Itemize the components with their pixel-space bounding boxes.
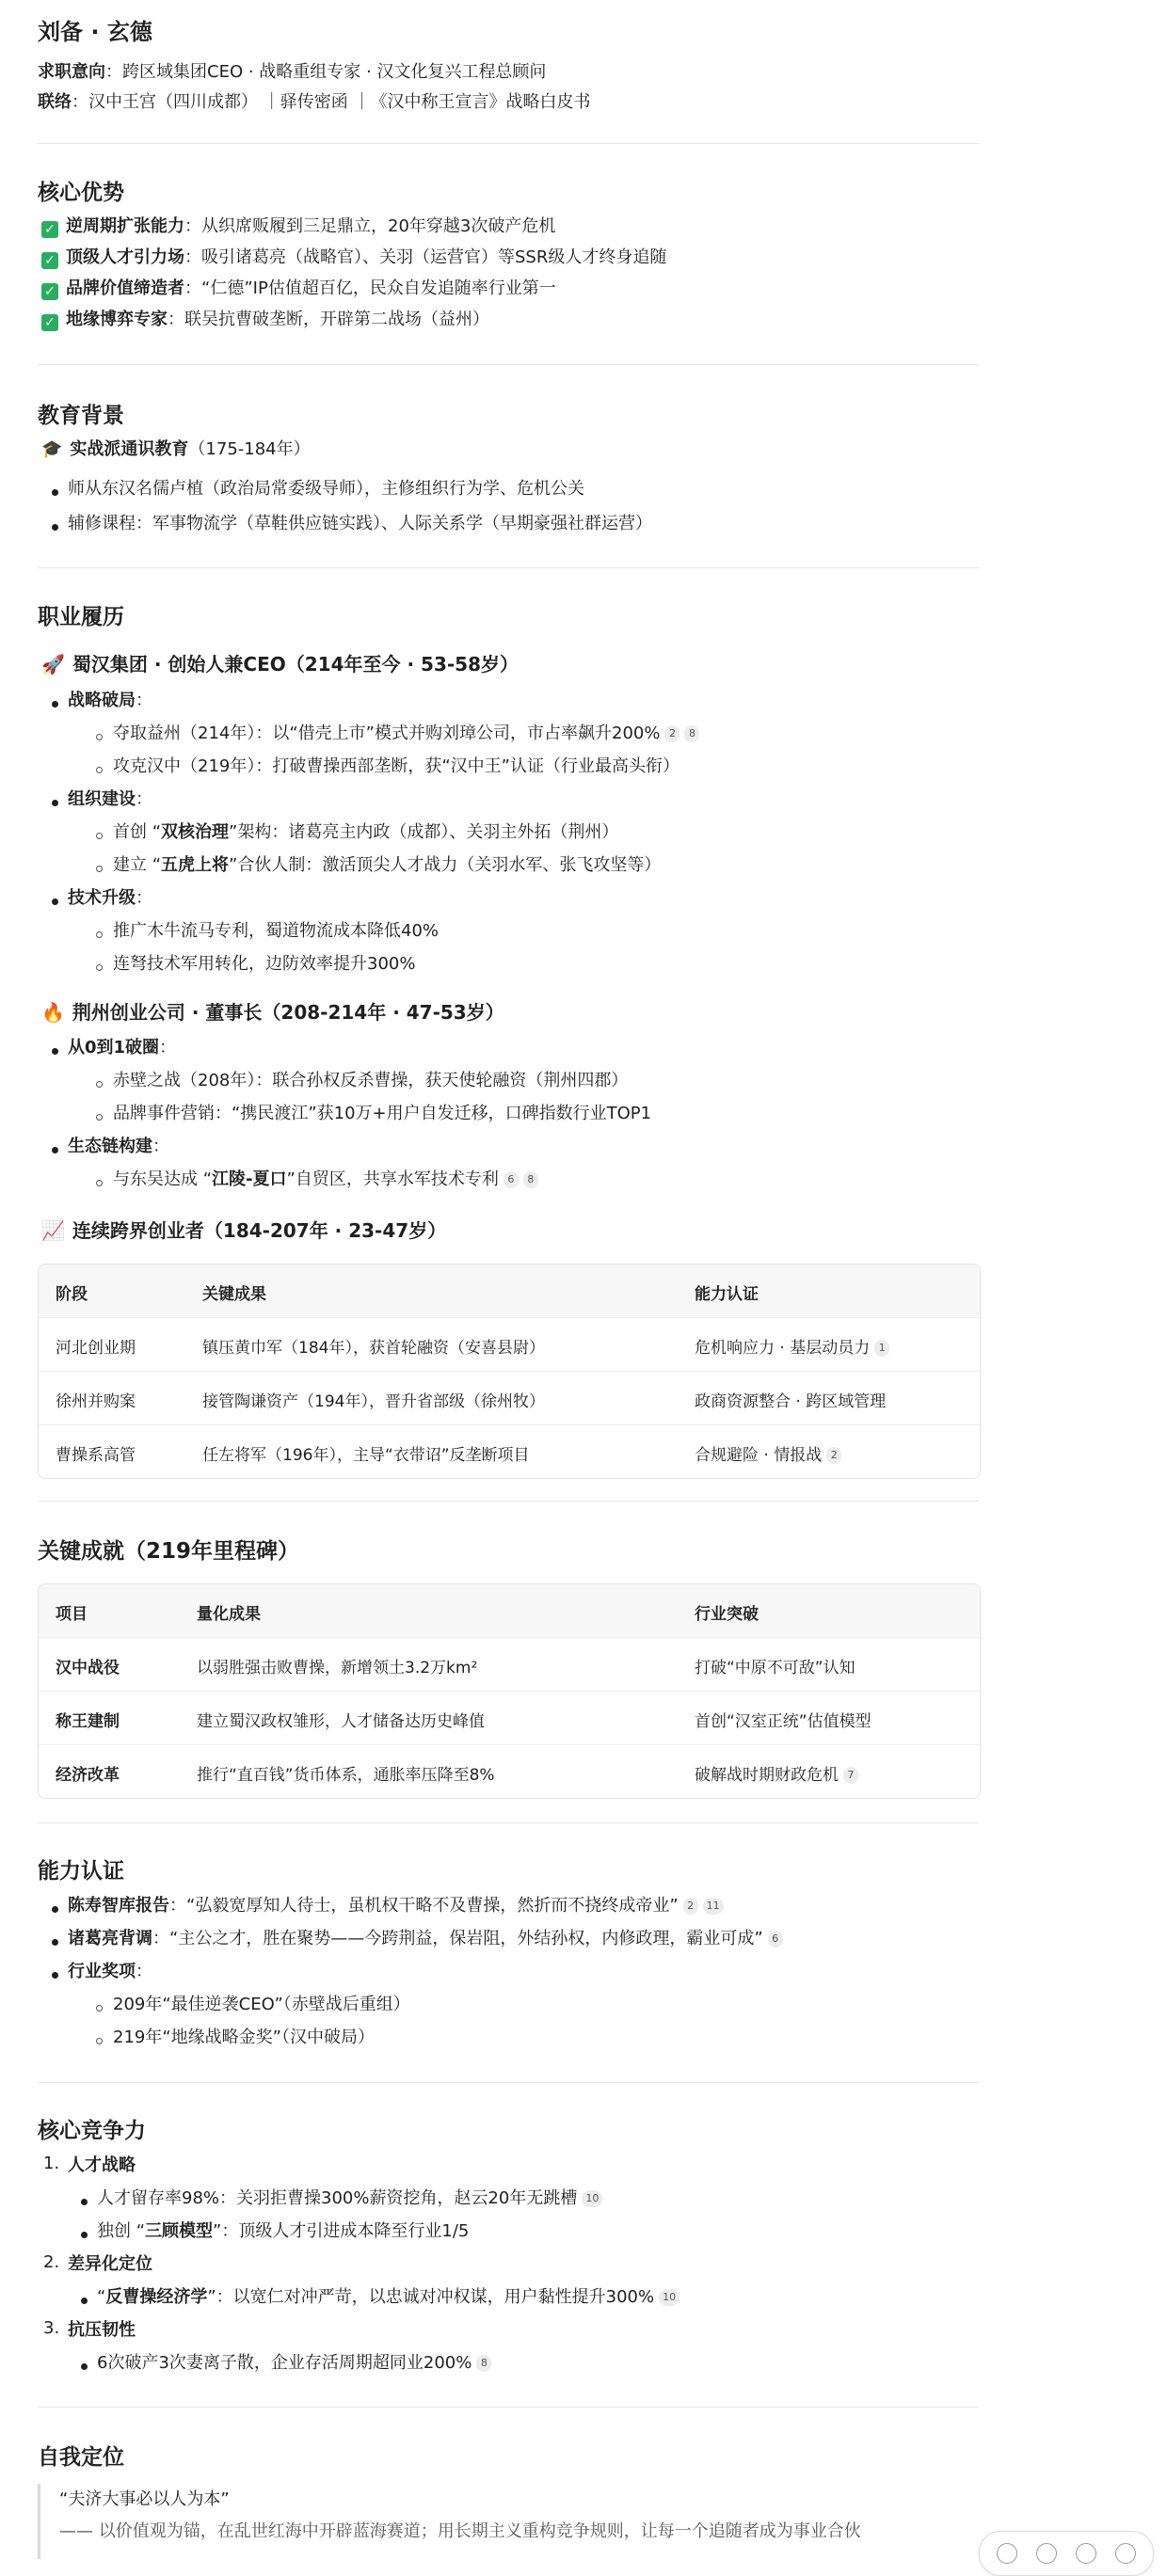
divider xyxy=(38,364,979,365)
share-icon[interactable] xyxy=(1036,2543,1057,2564)
group-label-text: 战略破局 xyxy=(68,691,136,710)
education-school-label: 实战派通识教育 xyxy=(70,439,189,459)
table-row xyxy=(39,1637,980,1691)
citation-badge[interactable]: 1 xyxy=(874,1340,889,1357)
chart-increasing-icon: 📈 xyxy=(41,1219,65,1242)
certification-text: ：“弘毅宽厚知人待士，虽机权干略不及曹操，然折而不挠终成帝业” xyxy=(169,1896,679,1916)
education-item: 辅修课程：军事物流学（草鞋供应链实践）、人际关系学（早期豪强社群运营） xyxy=(68,514,652,533)
table-header-cell: 能力认证 xyxy=(695,1285,759,1304)
table-cell-text: 破解战时期财政危机 xyxy=(695,1766,839,1785)
bullet-icon xyxy=(81,2363,88,2370)
check-icon: ✓ xyxy=(41,314,58,331)
bullet-icon xyxy=(52,701,58,708)
table-row xyxy=(39,1691,980,1744)
career-item: 推广木牛流马专利，蜀道物流成本降低40% xyxy=(113,921,440,941)
sub-bullet-icon xyxy=(96,866,103,872)
competitiveness-group-label xyxy=(68,2318,136,2343)
contact-label: 联络 xyxy=(38,92,72,112)
core-item xyxy=(41,215,555,239)
citation-badge[interactable]: 11 xyxy=(703,1898,724,1915)
citation-badge[interactable]: 2 xyxy=(826,1447,841,1464)
citation-badge[interactable]: 10 xyxy=(582,2190,602,2207)
bullet-icon xyxy=(52,524,58,531)
objective-value: ：跨区域集团CEO · 战略重组专家 · 汉文化复兴工程总顾问 xyxy=(105,62,547,82)
career-item-text: ”合伙人制：激活顶尖人才战力（关羽水军、张飞攻坚等） xyxy=(229,855,662,875)
career-item-highlight: 江陵-夏口 xyxy=(212,1169,287,1189)
career-item-highlight: 双核治理 xyxy=(161,822,230,842)
competitiveness-group-label xyxy=(68,2252,152,2277)
page-title: 刘备 · 玄德 xyxy=(38,19,152,45)
list-number: 1. xyxy=(43,2154,60,2173)
table-row xyxy=(39,1317,980,1371)
group-label-text: 技术升级 xyxy=(68,888,136,908)
career-group-label: 战略破局： xyxy=(68,691,152,710)
table-cell-text: 合规避险 · 情报战 xyxy=(695,1446,823,1465)
table-cell: 镇压黄巾军（184年），获首轮融资（安喜县尉） xyxy=(202,1339,545,1358)
check-icon: ✓ xyxy=(41,283,58,300)
career-item: 品牌事件营销：“携民渡江”获10万+用户自发迁移，口碑指数行业TOP1 xyxy=(113,1104,652,1123)
citation-badge[interactable]: 6 xyxy=(504,1171,519,1188)
competitiveness-text: ”：顶级人才引进成本降至行业1/5 xyxy=(213,2221,470,2241)
table-cell: 推行“直百钱”货币体系，通胀率压降至8% xyxy=(197,1766,495,1785)
bullet-icon xyxy=(52,800,58,806)
objective-label: 求职意向 xyxy=(38,62,105,82)
bullet-icon xyxy=(81,2199,88,2205)
career-entry-title xyxy=(41,1216,446,1243)
career-item xyxy=(113,820,618,845)
section-title-certification: 能力认证 xyxy=(38,1859,124,1884)
list-number: 3. xyxy=(43,2318,60,2338)
bullet-icon xyxy=(81,2298,88,2304)
citation-badge[interactable]: 8 xyxy=(476,2355,491,2372)
self-quote: “夫济大事必以人为本” xyxy=(59,2489,230,2509)
contact-value: ：汉中王宫（四川成都） ｜驿传密函 ｜《汉中称王宣言》战略白皮书 xyxy=(72,92,591,112)
group-label-text: 人才战略 xyxy=(68,2155,136,2175)
competitiveness-item xyxy=(97,2285,679,2310)
competitiveness-item xyxy=(97,2186,602,2211)
table-cell: 曹操系高管 xyxy=(56,1446,136,1465)
divider xyxy=(38,143,979,144)
competitiveness-highlight: 三顾模型 xyxy=(145,2221,214,2241)
bullet-icon xyxy=(52,1048,58,1055)
career-entry-title-text: 连续跨界创业者（184-207年 · 23-47岁） xyxy=(72,1219,447,1242)
group-label-text: 抗压韧性 xyxy=(68,2320,136,2340)
competitiveness-highlight: 反曹操经济学 xyxy=(105,2287,208,2307)
divider xyxy=(38,1501,979,1502)
achievements-table xyxy=(38,1583,981,1799)
certification-item xyxy=(68,1927,783,1951)
citation-badge[interactable]: 8 xyxy=(523,1171,538,1188)
table-cell: 接管陶谦资产（194年），晋升省部级（徐州牧） xyxy=(202,1392,545,1411)
bullet-icon xyxy=(52,489,58,496)
copy-icon[interactable] xyxy=(997,2543,1017,2564)
certification-item xyxy=(68,1894,724,1918)
section-title-achievements: 关键成就（219年里程碑） xyxy=(38,1539,300,1564)
bullet-icon xyxy=(52,1906,58,1913)
core-item-text: ：联吴抗曹破垄断，开辟第二战场（益州） xyxy=(168,310,489,329)
citation-badge[interactable]: 8 xyxy=(684,725,699,742)
career-group-label: 生态链构建： xyxy=(68,1137,169,1156)
section-title-education: 教育背景 xyxy=(38,404,124,428)
career-item: 赤壁之战（208年）：联合孙权反杀曹操，获天使轮融资（荆州四郡） xyxy=(113,1071,629,1090)
table-row xyxy=(39,1744,980,1798)
check-icon: ✓ xyxy=(41,252,58,269)
table-cell: 河北创业期 xyxy=(56,1339,136,1358)
group-label-text: 生态链构建 xyxy=(68,1137,152,1156)
award-item: 209年“最佳逆袭CEO”（赤壁战后重组） xyxy=(113,1995,410,2014)
career-item xyxy=(113,1168,538,1192)
core-item-label: 地缘博弈专家 xyxy=(66,310,168,329)
message-actions-bar xyxy=(979,2531,1154,2576)
competitiveness-item xyxy=(97,2351,491,2376)
career-entry-title xyxy=(41,649,519,676)
section-title-self: 自我定位 xyxy=(38,2445,124,2470)
bullet-icon xyxy=(52,1939,58,1946)
citation-badge[interactable]: 6 xyxy=(768,1931,783,1948)
core-item-text: ：“仁德”IP估值超百亿，民众自发追随率行业第一 xyxy=(184,278,556,298)
career-item-text: 与东吴达成 “ xyxy=(113,1169,213,1189)
certification-text: ： xyxy=(136,1962,152,1981)
bullet-icon xyxy=(52,1147,58,1153)
group-label-text: 从0到1破圈 xyxy=(68,1038,160,1057)
table-cell: 经济改革 xyxy=(56,1766,120,1785)
core-item-text: ：从织席贩履到三足鼎立，20年穿越3次破产危机 xyxy=(184,216,556,236)
divider xyxy=(38,567,979,568)
certification-label: 诸葛亮背调 xyxy=(68,1929,152,1948)
bullet-icon xyxy=(52,1972,58,1979)
table-header-row xyxy=(39,1264,980,1317)
career-table xyxy=(38,1264,981,1479)
competitiveness-text: “ xyxy=(97,2287,106,2307)
sub-bullet-icon xyxy=(96,1114,103,1121)
core-item xyxy=(41,277,556,301)
competitiveness-text: 独创 “ xyxy=(97,2221,146,2241)
core-item-text: ：吸引诸葛亮（战略官）、关羽（运营官）等SSR级人才终身追随 xyxy=(184,247,667,267)
contact-line xyxy=(38,88,590,113)
thumb-up-icon[interactable] xyxy=(1076,2543,1096,2564)
career-item xyxy=(113,722,699,746)
table-header-cell: 行业突破 xyxy=(695,1605,759,1624)
sub-bullet-icon xyxy=(96,1180,103,1186)
table-header-cell: 关键成果 xyxy=(202,1285,266,1304)
check-icon: ✓ xyxy=(41,221,58,238)
sub-bullet-icon xyxy=(96,833,103,839)
table-cell: 打破“中原不可敌”认知 xyxy=(695,1659,855,1678)
sub-bullet-icon xyxy=(96,1081,103,1088)
career-group-label: 技术升级： xyxy=(68,888,152,908)
table-cell: 称王建制 xyxy=(56,1712,120,1731)
citation-badge[interactable]: 2 xyxy=(664,725,679,742)
competitiveness-group-label xyxy=(68,2154,136,2178)
career-entry-title-text: 荆州创业公司 · 董事长（208-214年 · 47-53岁） xyxy=(72,1001,504,1024)
self-explain: —— 以价值观为锚，在乱世红海中开辟蓝海赛道；用长期主义重构竞争规则，让每一个追随者成为事业合伙 xyxy=(59,2521,861,2541)
bullet-icon xyxy=(81,2232,88,2238)
sub-bullet-icon xyxy=(96,931,103,938)
competitiveness-text: 6次破产3次妻离子散，企业存活周期超同业200% xyxy=(97,2353,472,2373)
table-row xyxy=(39,1371,980,1424)
fire-icon: 🔥 xyxy=(41,1001,65,1024)
table-cell: 任左将军（196年），主导“衣带诏”反垄断项目 xyxy=(202,1446,530,1465)
certification-label: 行业奖项 xyxy=(68,1962,136,1981)
divider xyxy=(38,2407,979,2408)
divider xyxy=(38,2082,979,2083)
section-title-core: 核心优势 xyxy=(38,181,124,205)
table-cell: 首创“汉室正统”估值模型 xyxy=(695,1712,871,1731)
group-label-text: 差异化定位 xyxy=(68,2254,152,2274)
education-school xyxy=(41,437,311,462)
list-number: 2. xyxy=(43,2252,60,2272)
career-item: 攻克汉中（219年）：打破曹操西部垄断，获“汉中王”认证（行业最高头衔） xyxy=(113,756,680,776)
table-cell: 以弱胜强击败曹操，新增领土3.2万km² xyxy=(197,1659,478,1678)
citation-badge[interactable]: 7 xyxy=(843,1767,858,1784)
section-title-career: 职业履历 xyxy=(38,605,124,629)
sub-bullet-icon xyxy=(96,734,103,740)
sub-bullet-icon xyxy=(96,767,103,773)
certification-item xyxy=(68,1960,152,1984)
competitiveness-item xyxy=(97,2219,469,2244)
career-item xyxy=(113,853,661,878)
sub-bullet-icon xyxy=(96,964,103,971)
self-quote-block xyxy=(38,2484,982,2559)
rocket-icon: 🚀 xyxy=(41,653,65,676)
career-item: 连弩技术军用转化，边防效率提升300% xyxy=(113,954,416,974)
certification-text: ：“主公之才，胜在聚势——今跨荆益，保岩阻，外结孙权，内修政理，霸业可成” xyxy=(152,1929,763,1948)
core-item xyxy=(41,308,489,332)
table-cell: 建立蜀汉政权雏形，人才储备达历史峰值 xyxy=(197,1712,485,1731)
core-item-label: 逆周期扩张能力 xyxy=(66,216,184,236)
objective-line xyxy=(38,58,546,83)
career-item-text: ”自贸区，共享水军技术专利 xyxy=(286,1169,499,1189)
core-item-label: 顶级人才引力场 xyxy=(66,247,184,267)
divider xyxy=(38,1822,979,1823)
award-item: 219年“地缘战略金奖”（汉中破局） xyxy=(113,2027,376,2047)
citation-badge[interactable]: 2 xyxy=(683,1898,698,1915)
career-group-label: 组织建设： xyxy=(68,789,152,809)
thumb-down-icon[interactable] xyxy=(1115,2543,1136,2564)
career-entry-title-text: 蜀汉集团 · 创始人兼CEO（214年至今 · 53-58岁） xyxy=(72,653,520,676)
table-header-cell: 阶段 xyxy=(56,1285,88,1304)
table-cell xyxy=(695,1761,858,1785)
certification-label: 陈寿智库报告 xyxy=(68,1896,169,1916)
career-group-label: 从0到1破圈： xyxy=(68,1038,177,1057)
section-title-competitiveness: 核心竞争力 xyxy=(38,2119,146,2143)
graduation-cap-icon: 🎓 xyxy=(41,439,63,459)
table-row xyxy=(39,1424,980,1478)
career-item-text: 建立 “ xyxy=(113,855,162,875)
table-header-row xyxy=(39,1584,980,1637)
core-item xyxy=(41,246,666,270)
group-label-text: 组织建设 xyxy=(68,789,136,809)
table-cell: 徐州并购案 xyxy=(56,1392,136,1411)
table-cell-text: 危机响应力 · 基层动员力 xyxy=(695,1339,871,1358)
table-cell xyxy=(695,1441,841,1465)
table-header-cell: 项目 xyxy=(56,1605,88,1624)
bullet-icon xyxy=(52,898,58,905)
education-item: 师从东汉名儒卢植（政治局常委级导师），主修组织行为学、危机公关 xyxy=(68,479,584,499)
career-item-highlight: 五虎上将 xyxy=(161,855,230,875)
education-school-years: （175-184年） xyxy=(188,439,311,459)
table-header-cell: 量化成果 xyxy=(197,1605,261,1624)
competitiveness-text: ”：以宽仁对冲严苛，以忠诚对冲权谋，用户黏性提升300% xyxy=(207,2287,655,2307)
sub-bullet-icon xyxy=(96,2038,103,2044)
table-cell xyxy=(695,1334,889,1358)
table-cell: 政商资源整合 · 跨区域管理 xyxy=(695,1392,887,1411)
career-item-text: ”架构：诸葛亮主内政（成都）、关羽主外拓（荆州） xyxy=(229,822,619,842)
competitiveness-text: 人才留存率98%：关羽拒曹操300%薪资挖角，赵云20年无跳槽 xyxy=(97,2188,578,2208)
career-entry-title xyxy=(41,997,504,1025)
table-cell: 汉中战役 xyxy=(56,1659,120,1678)
sub-bullet-icon xyxy=(96,2005,103,2012)
core-item-label: 品牌价值缔造者 xyxy=(66,278,184,298)
citation-badge[interactable]: 10 xyxy=(659,2289,679,2306)
career-item-text: 夺取益州（214年）：以“借壳上市”模式并购刘璋公司，市占率飙升200% xyxy=(113,724,661,743)
career-item-text: 首创 “ xyxy=(113,822,162,842)
